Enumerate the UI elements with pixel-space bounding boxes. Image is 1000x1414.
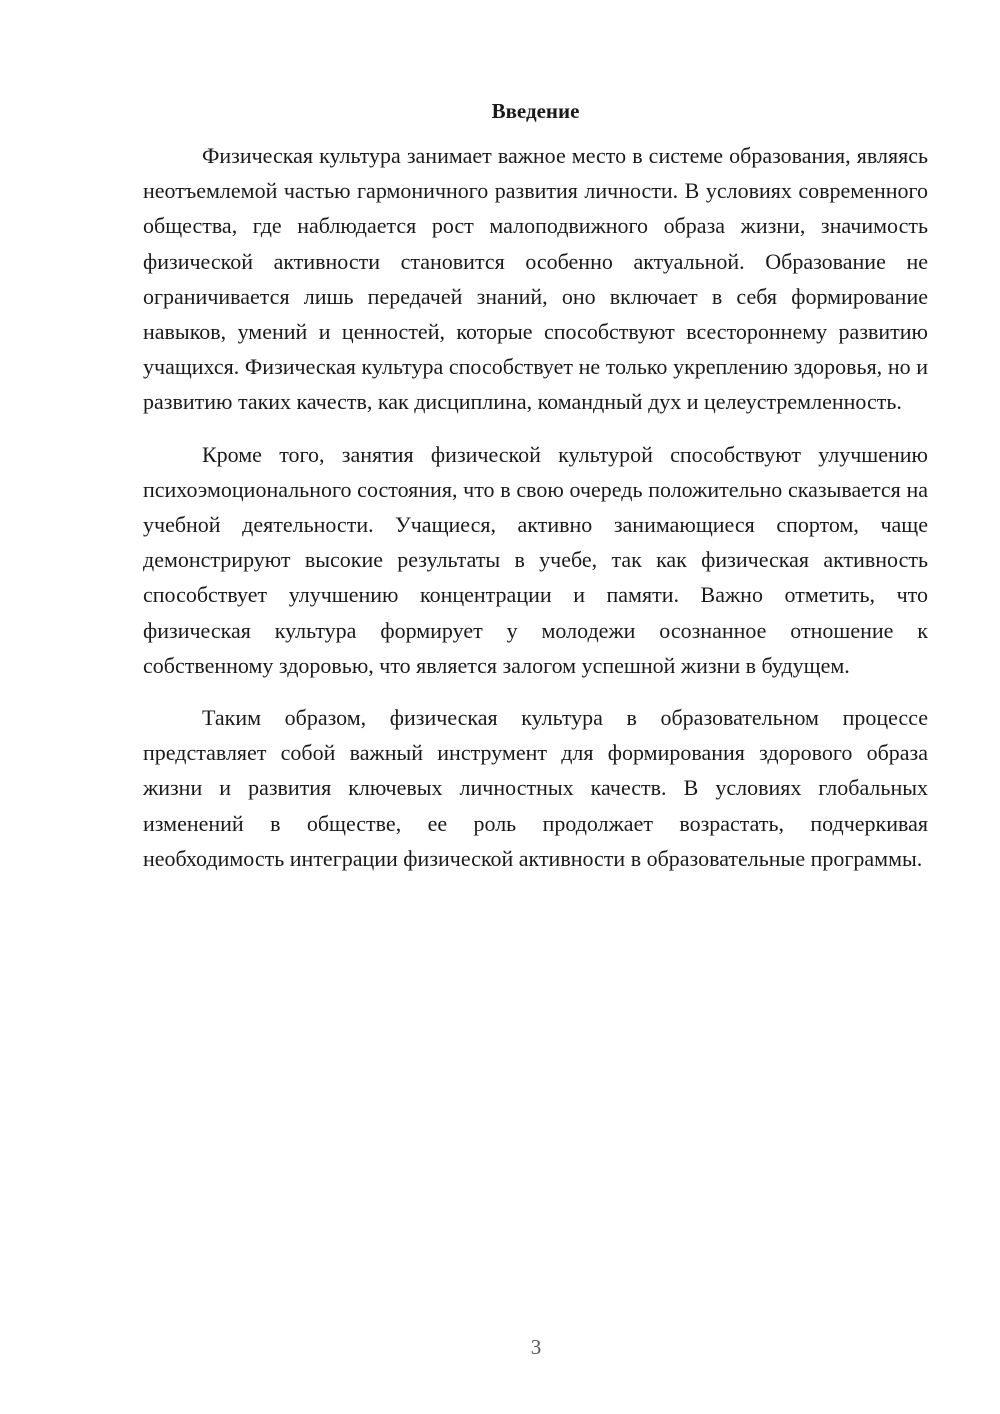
paragraph-2: Кроме того, занятия физической культурой способствуют улучшению психоэмоционального состояния, что в свою очередь положительно сказывается на учебной деятельности. Учащиеся, активно занимающиеся спортом, чаще демонстрируют высокие результаты в учебе, так как физическая активность способствует улучшению концентрации и памяти. Важно отметить, что физическая культура формирует у молодежи осознанное отношение к собственному здоровью, что является залогом успешной жизни в будущем. (143, 441, 928, 678)
page-number: 3 (530, 1335, 542, 1359)
section-title: Введение (491, 99, 580, 123)
document-body (143, 96, 928, 893)
paragraph-3: Таким образом, физическая культура в образовательном процессе представляет собой важный инструмент для формирования здорового образа жизни и развития ключевых личностных качеств. В условиях глобальных изменений в обществе, ее роль продолжает возрастать, подчеркивая необходимость интеграции физической активности в образовательные программы. (143, 705, 928, 871)
paragraph-1: Физическая культура занимает важное место в системе образования, являясь неотъемлемой частью гармоничного развития личности. В условиях современного общества, где наблюдается рост малоподвижного образа жизни, значимость физической активности становится особенно актуальной. Образование не ограничивается лишь передачей знаний, оно включает в себя формирование навыков, умений и ценностей, которые способствуют всестороннему развитию учащихся. Физическая культура способствует не только укреплению здоровья, но и развитию таких качеств, как дисциплина, командный дух и целеустремленность. (143, 143, 928, 415)
